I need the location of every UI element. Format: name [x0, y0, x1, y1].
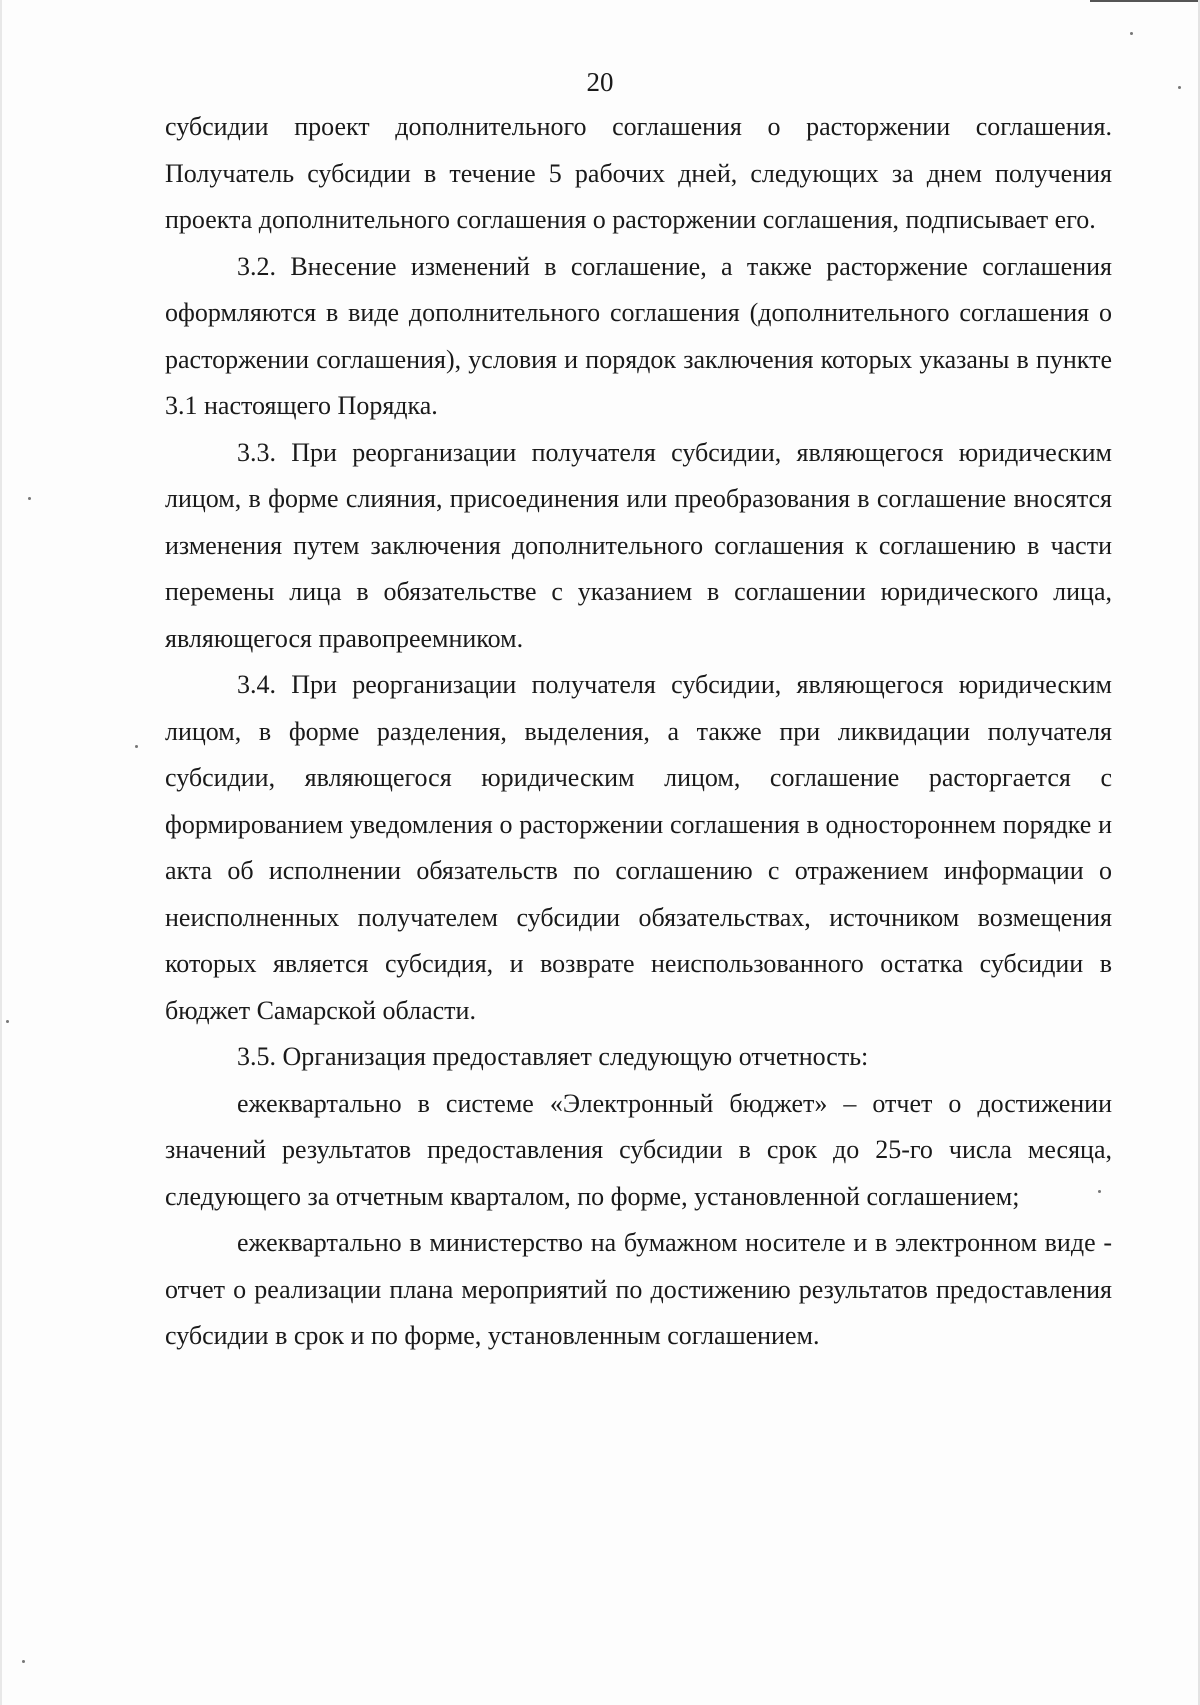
scan-speck	[22, 1660, 25, 1663]
scan-speck	[1178, 86, 1181, 89]
paragraph-3-5: 3.5. Организация предоставляет следующую отчетность:	[237, 1042, 869, 1071]
paragraph-3-2: 3.2. Внесение изменений в соглашение, а также расторжение соглашения оформляются в виде дополнительного соглашения (дополнительного соглашения о расторжении соглашения), условия и порядок заключения которых указаны в пункте 3.1 настоящего Порядка.	[165, 251, 1112, 420]
scan-speck	[1098, 1190, 1101, 1193]
paragraph-continuation: субсидии проект дополнительного соглашения о расторжении соглашения. Получатель субсидии в течение 5 рабочих дней, следующих за днем получения проекта дополнительного соглашения о расторжении соглашения, подписывает его.	[165, 112, 1112, 234]
left-scan-edge	[0, 0, 2, 1705]
scan-speck	[135, 745, 138, 748]
paragraph-report-electronic-budget: ежеквартально в системе «Электронный бюджет» – отчет о достижении значений результатов предоставления субсидии в срок до 25-го числа месяца, следующего за отчетным кварталом, по форме, установленной соглашением;	[165, 1088, 1112, 1211]
scan-speck	[6, 1020, 9, 1023]
scan-speck	[28, 497, 31, 500]
page-number: 20	[586, 67, 614, 97]
paragraph-3-3: 3.3. При реорганизации получателя субсидии, являющегося юридическим лицом, в форме слияния, присоединения или преобразования в соглашение вносятся изменения путем заключения дополнительного соглашения к соглашению в части перемены лица в обязательстве с указанием в соглашении юридического лица, являющегося правопреемником.	[165, 437, 1112, 653]
paragraph-3-4: 3.4. При реорганизации получателя субсидии, являющегося юридическим лицом, в форме разделения, выделения, а также при ликвидации получателя субсидии, являющегося юридическим лицом, соглашение расторгается с формированием уведомления о расторжении соглашения в одностороннем порядке и акта об исполнении обязательств по соглашению с отражением информации о неисполненных получателем субсидии обязательствах, источником возмещения которых является субсидия, и возврате неиспользованного остатка субсидии в бюджет Самарской области.	[165, 670, 1112, 1025]
paragraph-report-ministry: ежеквартально в министерство на бумажном носителе и в электронном виде - отчет о реализации плана мероприятий по достижению результатов предоставления субсидии в срок и по форме, установленным соглашением.	[165, 1228, 1112, 1350]
document-body	[165, 104, 1112, 1360]
scan-speck	[1130, 32, 1133, 35]
top-edge-rule	[1090, 0, 1200, 2]
